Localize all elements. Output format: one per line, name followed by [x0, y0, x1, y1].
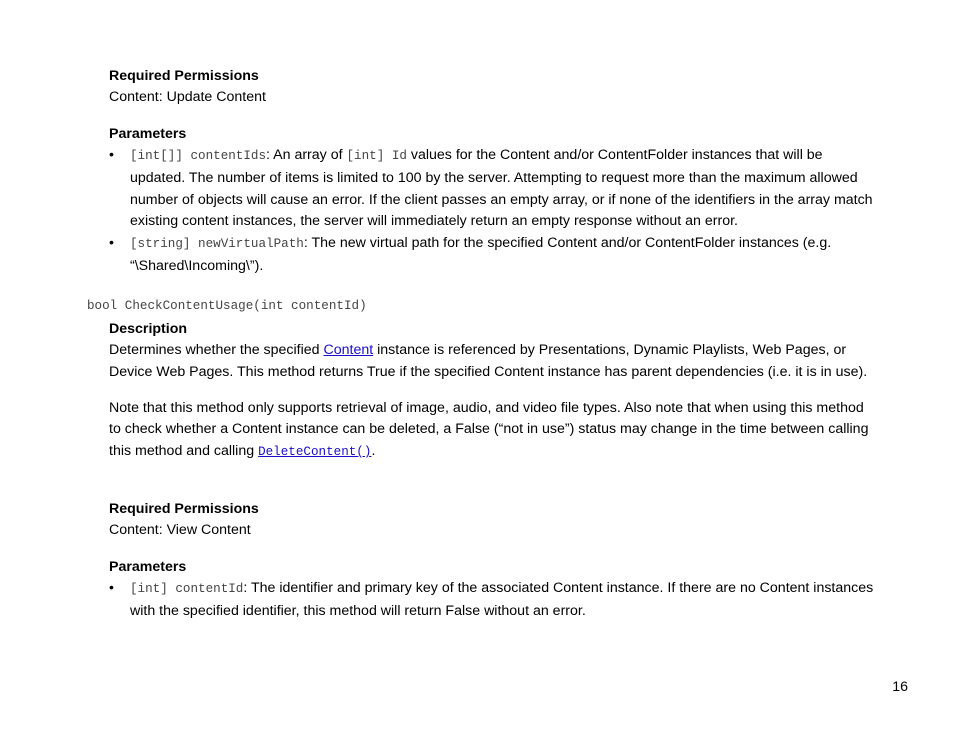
parameters-list	[109, 145, 879, 278]
required-permissions-heading: Required Permissions	[109, 68, 259, 84]
param-code: [int] contentId	[130, 582, 244, 596]
parameters-list	[109, 578, 879, 623]
list-item: • [int] contentId: The identifier and primary key of the associated Content instance. If there are no Content instances with the specified identifier, this method will return False without an error.	[109, 578, 879, 623]
param-code: [int[]] contentIds	[130, 149, 267, 163]
delete-content-link[interactable]: DeleteContent()	[258, 445, 372, 460]
list-item: • [string] newVirtualPath: The new virtual path for the specified Content and/or ContentFolder instances (e.g. “\Shared\Incoming\”).	[109, 233, 879, 278]
required-permissions-section-2	[109, 499, 879, 542]
page-number: 16	[892, 679, 908, 695]
parameters-section-1	[109, 124, 879, 278]
required-permissions-heading: Required Permissions	[109, 501, 259, 517]
parameters-heading: Parameters	[109, 126, 187, 142]
param-code: [string] newVirtualPath	[130, 237, 304, 252]
parameters-section-2	[109, 557, 879, 623]
required-permissions-section-1	[109, 66, 879, 109]
note-text: Note that this method only supports retrieval of image, audio, and video file types. Also note that when using this method to check whether a Content instance can be deleted, a False (“not in use”) status may change in the time between calling this method and calling DeleteContent().	[109, 399, 869, 460]
description-heading: Description	[109, 321, 188, 337]
description-section	[109, 319, 879, 464]
required-permissions-value: Content: Update Content	[109, 89, 266, 105]
param-type-code: [int] Id	[346, 149, 407, 163]
parameters-heading: Parameters	[109, 559, 187, 575]
content-link[interactable]: Content	[323, 342, 374, 358]
required-permissions-value: Content: View Content	[109, 522, 251, 538]
list-item: • [int[]] contentIds: An array of [int] Id values for the Content and/or ContentFolder instances that will be updated. The number of items is limited to 100 by the server. Attempting to request more than the maximum allowed number of objects will cause an error. If the client passes an empty array, or if none of the identifiers in the array match existing content instances, the server will immediately return an empty response without an error.	[109, 145, 879, 233]
description-text: Determines whether the specified Content instance is referenced by Presentations, Dynamic Playlists, Web Pages, or Device Web Pages. This method returns True if the specified Content instance has parent dependencies (i.e. it is in use).	[109, 342, 868, 380]
method-signature: bool CheckContentUsage(int contentId)	[87, 299, 367, 313]
